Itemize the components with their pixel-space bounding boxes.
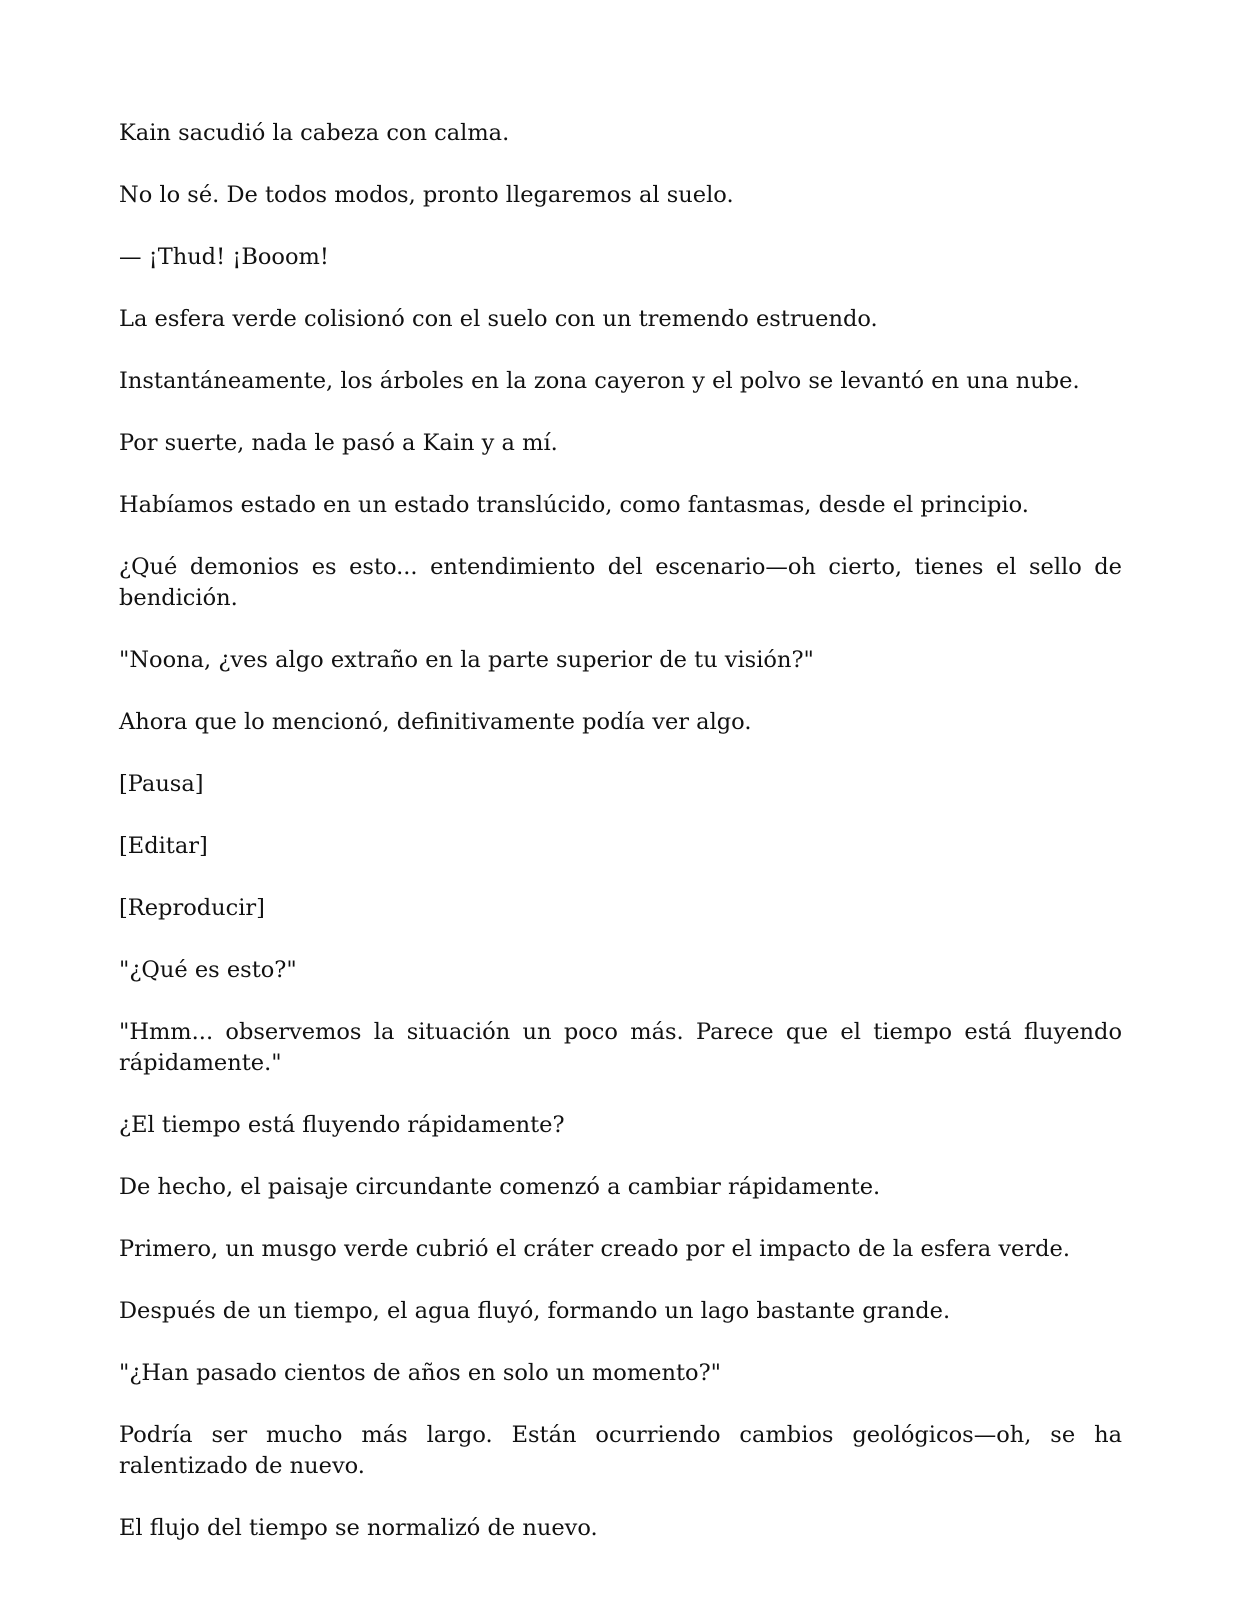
paragraph: De hecho, el paisaje circundante comenzó a cambiar rápidamente. [119,1174,881,1200]
paragraph: ¿Qué demonios es esto... entendimiento del escenario—oh cierto, tienes el sello de bendición. [119,554,1122,611]
paragraph: "Hmm... observemos la situación un poco más. Parece que el tiempo está fluyendo rápidamente." [119,1019,1122,1076]
paragraph: Por suerte, nada le pasó a Kain y a mí. [119,430,558,456]
paragraph: Podría ser mucho más largo. Están ocurriendo cambios geológicos—oh, se ha ralentizado de nuevo. [119,1422,1122,1479]
paragraph: La esfera verde colisionó con el suelo con un tremendo estruendo. [119,306,878,332]
paragraph: Kain sacudió la cabeza con calma. [119,120,510,146]
paragraph: No lo sé. De todos modos, pronto llegaremos al suelo. [119,182,734,208]
document-page [119,118,1122,1544]
paragraph: [Pausa] [119,771,204,797]
paragraph: "¿Qué es esto?" [119,957,297,983]
paragraph: ¿El tiempo está fluyendo rápidamente? [119,1112,565,1138]
paragraph: — ¡Thud! ¡Booom! [119,244,329,270]
paragraph: Ahora que lo mencionó, definitivamente podía ver algo. [119,709,752,735]
paragraph: Habíamos estado en un estado translúcido, como fantasmas, desde el principio. [119,492,1029,518]
paragraph: [Reproducir] [119,895,265,921]
paragraph: Primero, un musgo verde cubrió el cráter creado por el impacto de la esfera verde. [119,1236,1070,1262]
paragraph: "¿Han pasado cientos de años en solo un momento?" [119,1360,721,1386]
paragraph: El flujo del tiempo se normalizó de nuevo. [119,1515,598,1541]
paragraph: [Editar] [119,833,208,859]
paragraph: Después de un tiempo, el agua fluyó, formando un lago bastante grande. [119,1298,951,1324]
paragraph: "Noona, ¿ves algo extraño en la parte superior de tu visión?" [119,647,814,673]
paragraph: Instantáneamente, los árboles en la zona cayeron y el polvo se levantó en una nube. [119,368,1080,394]
